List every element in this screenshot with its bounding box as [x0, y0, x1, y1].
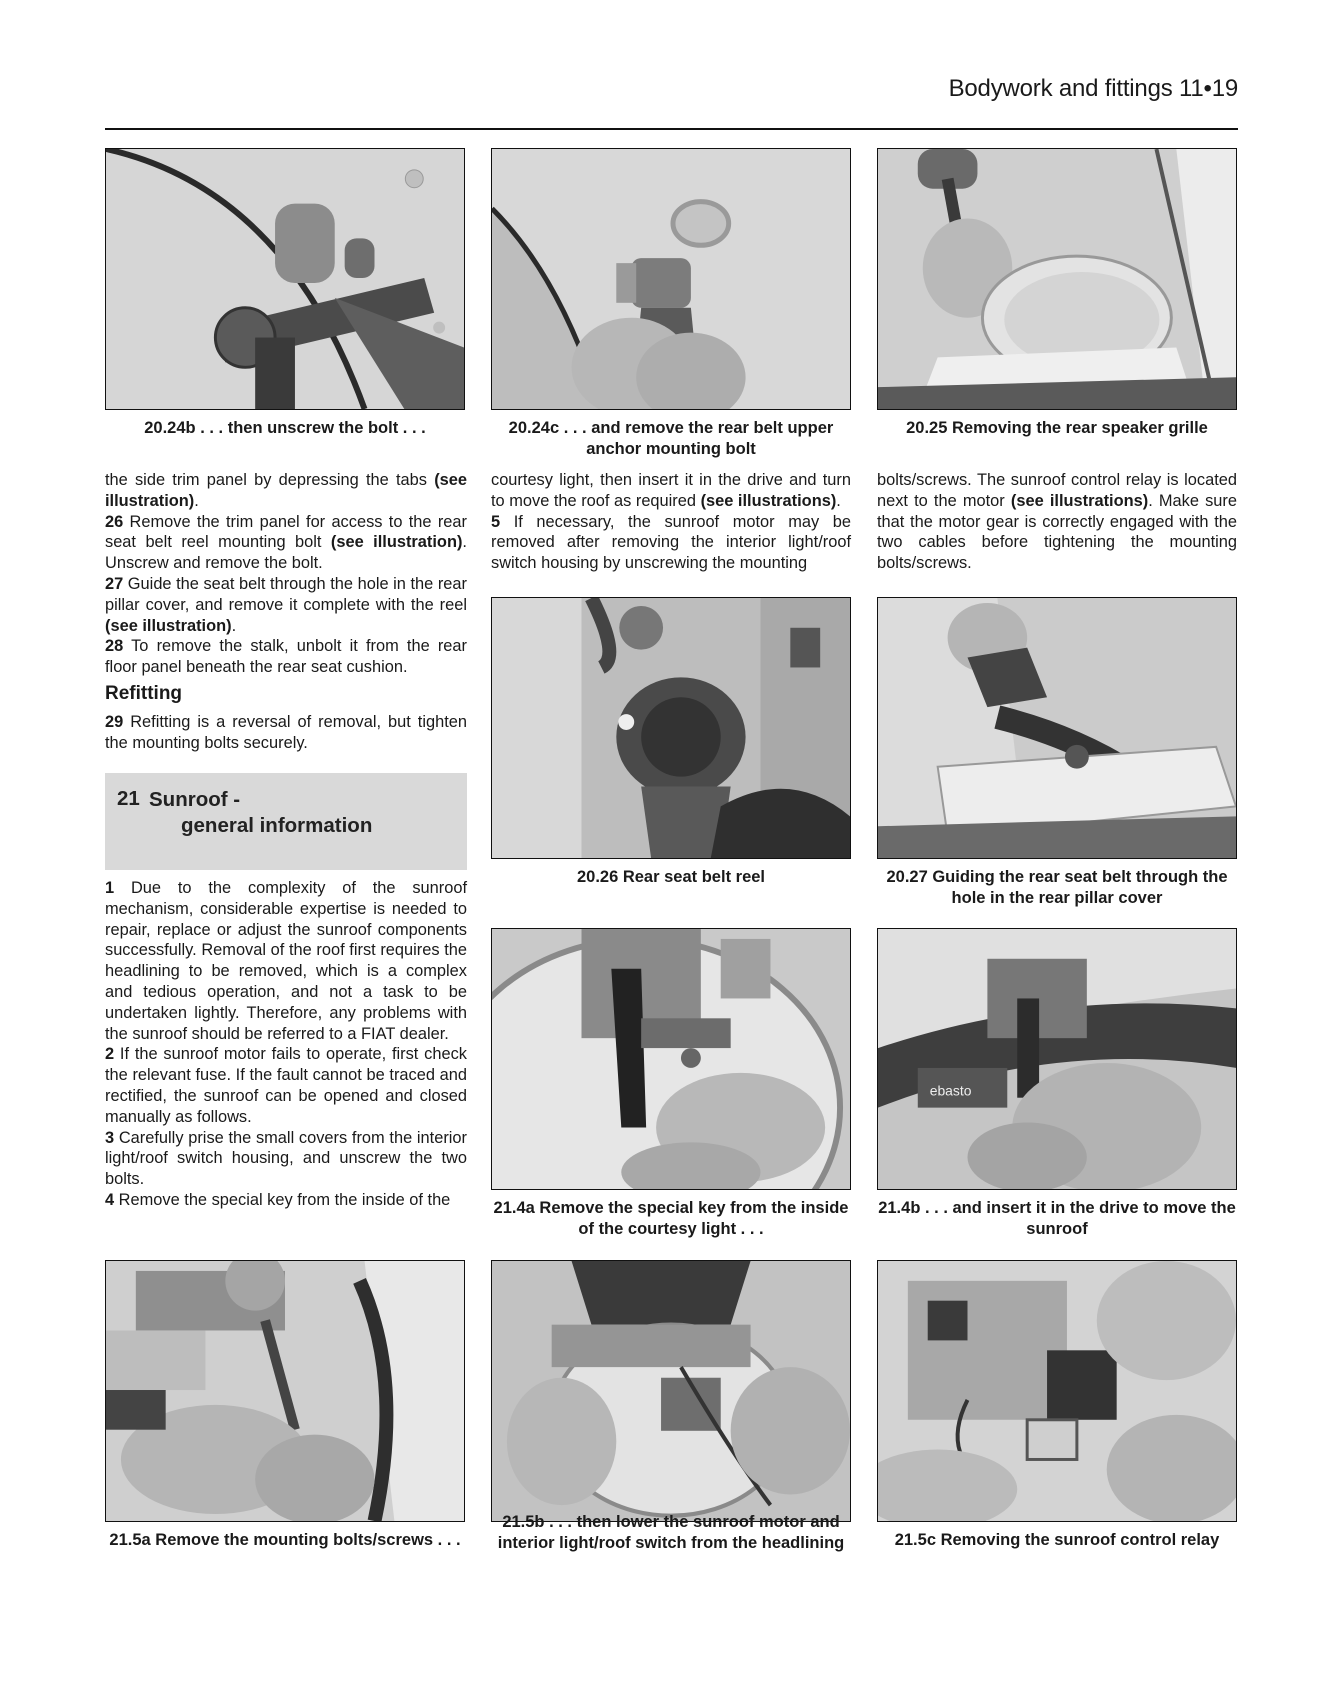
paragraph-continuation: the side trim panel by depressing the tabs (see illustration). — [105, 471, 467, 510]
paragraph-28: 28 To remove the stalk, unbolt it from the rear floor panel beneath the rear seat cushion. — [105, 637, 467, 677]
photo-21-5a — [105, 1260, 465, 1522]
photo-20-24c — [491, 148, 851, 410]
paragraph-3: 3 Carefully prise the small covers from the interior light/roof switch housing, and unscrew the two bolts. — [105, 1128, 467, 1189]
paragraph-continuation-3: bolts/screws. The sunroof control relay is located next to the motor (see illustrations). Make sure that the motor gear is correctly engaged with the two cables before tightening the mounting bolts/screws. — [877, 471, 1237, 573]
column-1 — [105, 470, 467, 754]
caption-21-4b: 21.4b . . . and insert it in the drive to move the sunroof — [878, 1199, 1236, 1238]
caption-20-24b: 20.24b . . . then unscrew the bolt . . . — [144, 419, 426, 437]
section-number: 21 — [117, 787, 140, 810]
photo-20-27 — [877, 597, 1237, 859]
paragraph-continuation-2: courtesy light, then insert it in the drive and turn to move the roof as required (see illustrations). — [491, 471, 851, 510]
photo-20-25 — [877, 148, 1237, 410]
column-2 — [491, 470, 851, 574]
caption-20-25: 20.25 Removing the rear speaker grille — [906, 419, 1208, 437]
caption-21-5a: 21.5a Remove the mounting bolts/screws . . . — [109, 1531, 461, 1549]
page-title: Bodywork and fittings 11•19 — [948, 75, 1238, 102]
photo-21-4a — [491, 928, 851, 1190]
subheading-refitting: Refitting — [105, 682, 183, 704]
paragraph-4: 4 Remove the special key from the inside of the — [105, 1190, 451, 1209]
caption-20-24c: 20.24c . . . and remove the rear belt upper anchor mounting bolt — [508, 419, 834, 458]
photo-20-26 — [491, 597, 851, 859]
page-header — [105, 72, 1238, 130]
caption-20-27: 20.27 Guiding the rear seat belt through the hole in the rear pillar cover — [886, 868, 1228, 907]
photo-20-24b — [105, 148, 465, 410]
caption-21-5b: 21.5b . . . then lower the sunroof motor and interior light/roof switch from the headlining — [497, 1513, 845, 1552]
paragraph-5: 5 If necessary, the sunroof motor may be removed after removing the interior light/roof switch housing by unscrewing the mounting — [491, 512, 851, 573]
caption-20-26: 20.26 Rear seat belt reel — [576, 868, 766, 886]
paragraph-29: 29 Refitting is a reversal of removal, but tighten the mounting bolts securely. — [105, 712, 467, 752]
caption-21-4a: 21.4a Remove the special key from the inside of the courtesy light . . . — [493, 1199, 849, 1238]
webasto-label: ebasto — [929, 1082, 972, 1099]
photo-21-5c — [877, 1260, 1237, 1522]
section-title: Sunroof - general information — [149, 788, 373, 837]
section-heading-box — [105, 773, 467, 870]
column-3 — [877, 470, 1237, 574]
column-1-lower — [105, 878, 467, 1211]
paragraph-1: 1 Due to the complexity of the sunroof mechanism, considerable expertise is needed to repair, replace or adjust the sunroof components successfully. Removal of the roof first requires the headlining to be removed, which is a complex and tedious operation, and not a task to be undertaken lightly. Therefore, any problems with the sunroof should be referred to a FIAT dealer. — [105, 879, 467, 1043]
caption-21-5c: 21.5c Removing the sunroof control relay — [894, 1531, 1220, 1549]
paragraph-2: 2 If the sunroof motor fails to operate, first check the relevant fuse. If the fault cannot be traced and rectified, the sunroof can be opened and closed manually as follows. — [105, 1045, 467, 1126]
photo-21-4b — [877, 928, 1237, 1190]
photo-21-5b — [491, 1260, 851, 1522]
paragraph-26: 26 Remove the trim panel for access to the rear seat belt reel mounting bolt (see illustration). Unscrew and remove the bolt. — [105, 512, 467, 573]
paragraph-27: 27 Guide the seat belt through the hole in the rear pillar cover, and remove it complete with the reel (see illustration). — [105, 574, 467, 635]
